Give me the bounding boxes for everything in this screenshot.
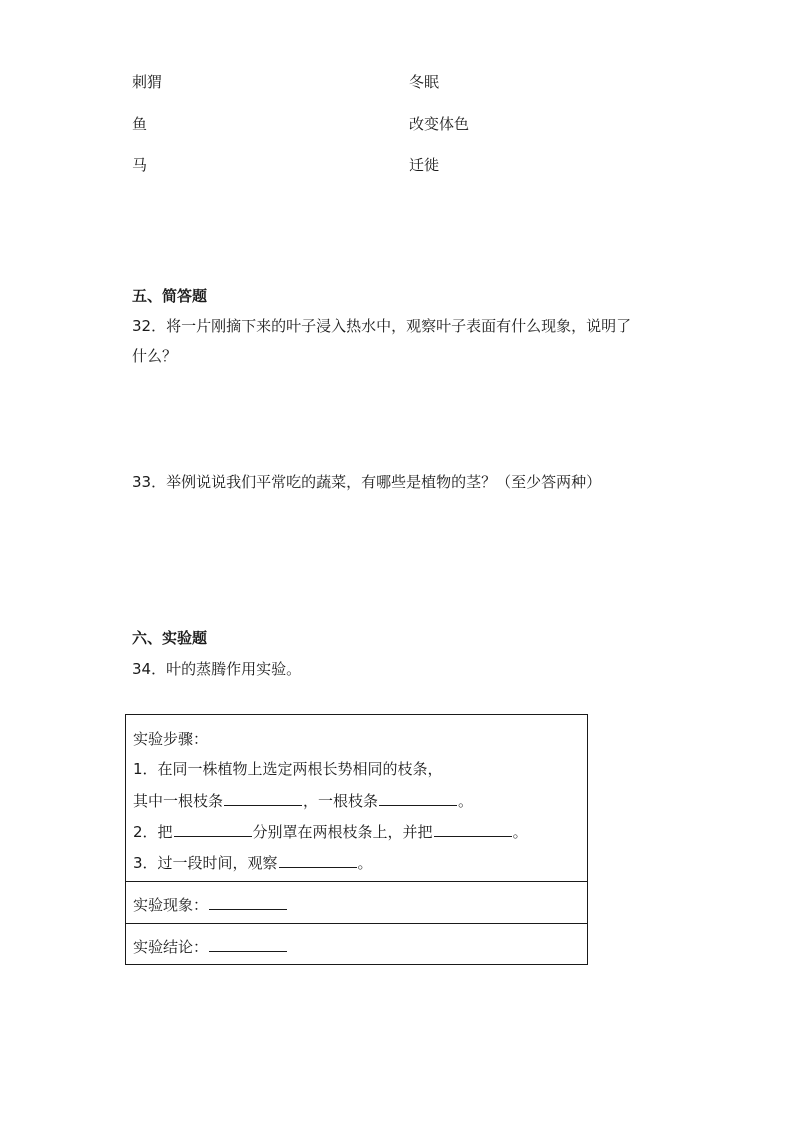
step-1-text-a: 其中一根枝条 <box>133 792 224 810</box>
phenomenon-row <box>133 894 288 915</box>
answer-blank[interactable] <box>379 791 457 806</box>
step-2-text-a: 2．把 <box>133 823 173 841</box>
question-32-line2: 什么？ <box>132 347 178 365</box>
phenomenon-label: 实验现象： <box>133 896 209 914</box>
question-33: 33．举例说说我们平常吃的蔬菜，有哪些是植物的茎？（至少答两种） <box>132 473 602 491</box>
step-2-text-b: 分别罩在两根枝条上，并把 <box>252 823 433 841</box>
step-3-text-b: 。 <box>357 854 373 872</box>
table-divider <box>126 881 587 882</box>
section-title: 五、简答题 <box>132 287 208 305</box>
table-divider <box>126 923 587 924</box>
conclusion-label: 实验结论： <box>133 938 209 956</box>
question-32-line1: 32．将一片刚摘下来的叶子浸入热水中，观察叶子表面有什么现象，说明了 <box>132 317 632 335</box>
answer-blank[interactable] <box>279 853 357 868</box>
match-right-item: 迁徙 <box>409 156 440 174</box>
match-right-item: 冬眠 <box>409 73 440 91</box>
step-1-line2 <box>133 790 473 811</box>
answer-blank[interactable] <box>174 822 252 837</box>
step-3-text-a: 3．过一段时间，观察 <box>133 854 278 872</box>
conclusion-row <box>133 936 288 957</box>
section-title: 六、实验题 <box>132 629 208 647</box>
experiment-table <box>125 714 588 965</box>
steps-label: 实验步骤： <box>133 730 209 748</box>
step-1-line1: 1．在同一株植物上选定两根长势相同的枝条， <box>133 760 443 778</box>
step-1-text-b: ，一根枝条 <box>303 792 379 810</box>
answer-blank[interactable] <box>209 895 287 910</box>
step-2-text-c: 。 <box>512 823 528 841</box>
match-left-item: 鱼 <box>132 115 148 133</box>
step-1-text-c: 。 <box>458 792 474 810</box>
answer-blank[interactable] <box>434 822 512 837</box>
answer-blank[interactable] <box>209 937 287 952</box>
step-3-line <box>133 852 373 873</box>
match-right-item: 改变体色 <box>409 115 470 133</box>
step-2-line <box>133 821 528 842</box>
answer-blank[interactable] <box>224 791 302 806</box>
match-left-item: 刺猬 <box>132 73 163 91</box>
question-34: 34．叶的蒸腾作用实验。 <box>132 660 302 678</box>
match-left-item: 马 <box>132 156 148 174</box>
